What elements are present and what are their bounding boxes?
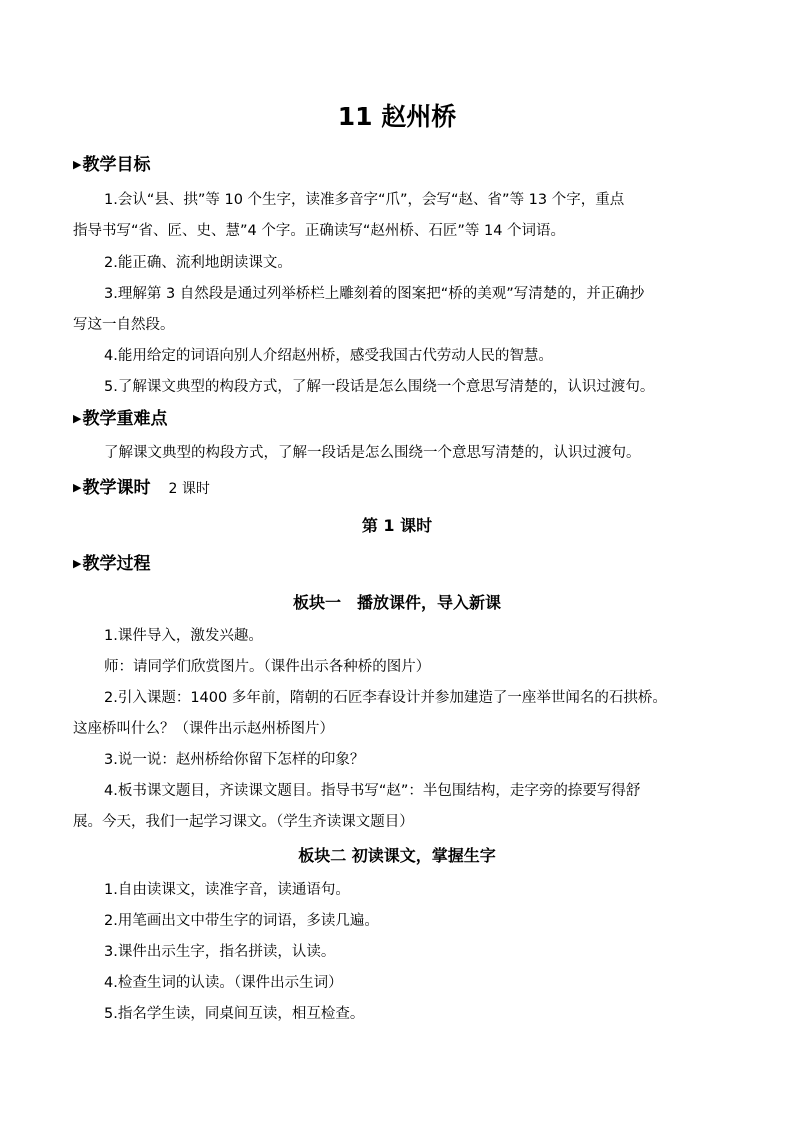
key-points-heading — [73, 406, 167, 432]
block2-line: 5.指名学生读，同桌间互读，相互检查。 — [104, 1006, 365, 1022]
triangle-bullet-icon: ▶ — [73, 557, 82, 570]
block1-line: 3.说一说：赵州桥给你留下怎样的印象？ — [104, 752, 365, 768]
objective-line: 3.理解第 3 自然段是通过列举桥栏上雕刻着的图案把“桥的美观”写清楚的，并正确抄 — [104, 286, 645, 302]
block2-title: 板块二 初读课文，掌握生字 — [298, 846, 496, 865]
block1-line: 师：请同学们欣赏图片。（课件出示各种桥的图片） — [104, 659, 431, 675]
page-title: 11 赵州桥 — [337, 102, 457, 131]
block2-line: 1.自由读课文，读准字音，读通语句。 — [104, 882, 350, 898]
objectives-heading-text: 教学目标 — [82, 155, 151, 175]
objective-line: 5.了解课文典型的构段方式，了解一段话是怎么围绕一个意思写清楚的，认识过渡句。 — [104, 379, 655, 395]
objective-line: 2.能正确、流利地朗读课文。 — [104, 255, 292, 271]
block1-line: 这座桥叫什么？（课件出示赵州桥图片） — [73, 721, 334, 737]
triangle-bullet-icon: ▶ — [73, 158, 82, 171]
triangle-bullet-icon: ▶ — [73, 412, 82, 425]
objective-line: 4.能用给定的词语向别人介绍赵州桥，感受我国古代劳动人民的智慧。 — [104, 348, 553, 364]
block2-line: 4.检查生词的认读。（课件出示生词） — [104, 975, 343, 991]
class-hours-value: 2 课时 — [168, 481, 210, 497]
triangle-bullet-icon: ▶ — [73, 481, 82, 494]
class-hours-heading — [73, 475, 210, 502]
block1-line: 2.引入课题：1400 多年前，隋朝的石匠李春设计并参加建造了一座举世闻名的石拱桥。 — [104, 690, 667, 706]
key-points-text: 了解课文典型的构段方式，了解一段话是怎么围绕一个意思写清楚的，认识过渡句。 — [104, 445, 641, 461]
process-heading-text: 教学过程 — [82, 554, 151, 574]
process-heading — [73, 551, 150, 577]
block1-line: 1.课件导入，激发兴趣。 — [104, 628, 263, 644]
objectives-heading — [73, 152, 150, 178]
block1-line: 展。今天，我们一起学习课文。（学生齐读课文题目） — [73, 814, 414, 830]
key-points-heading-text: 教学重难点 — [82, 409, 168, 429]
objective-line: 1.会认“县、拱”等 10 个生字，读准多音字“爪”，会写“赵、省”等 13 个字，重点 — [104, 192, 625, 208]
lesson-title: 第 1 课时 — [361, 516, 433, 535]
block1-line: 4.板书课文题目，齐读课文题目。指导书写“赵”：半包围结构，走字旁的捺要写得舒 — [104, 783, 641, 799]
class-hours-heading-text: 教学课时 — [82, 478, 151, 498]
objective-line: 写这一自然段。 — [73, 317, 175, 333]
block2-line: 3.课件出示生字，指名拼读，认读。 — [104, 944, 336, 960]
objective-line: 指导书写“省、匠、史、慧”4 个字。正确读写“赵州桥、石匠”等 14 个词语。 — [73, 223, 566, 239]
block2-line: 2.用笔画出文中带生字的词语，多读几遍。 — [104, 913, 379, 929]
block1-title: 板块一 播放课件，导入新课 — [292, 593, 501, 612]
